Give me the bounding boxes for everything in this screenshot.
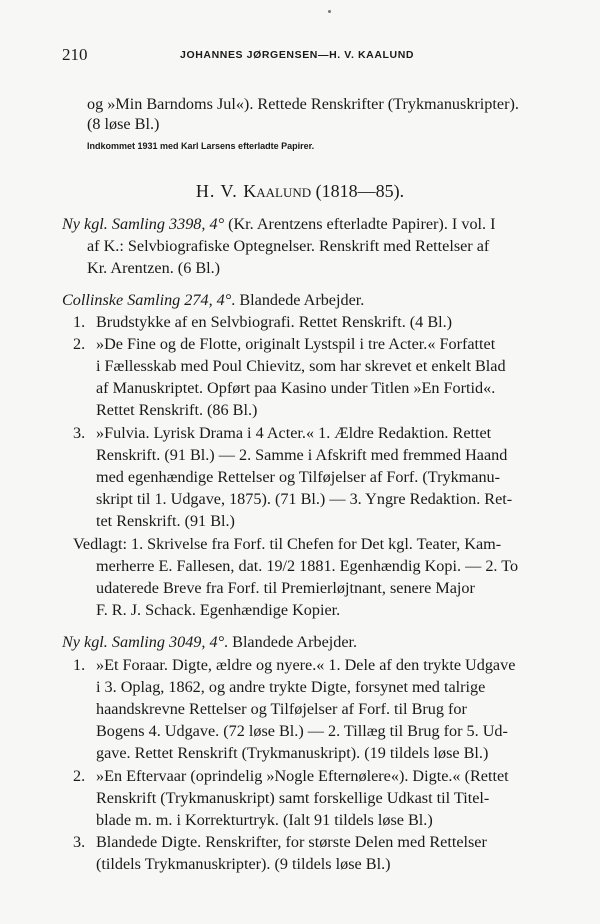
vedlagt-line: Vedlagt: 1. Skrivelse fra Forf. til Chefen for Det kgl. Teater, Kam- xyxy=(73,535,502,553)
ny3049-heading xyxy=(62,633,357,652)
ny3398-reference: Ny kgl. Samling 3398, 4° xyxy=(62,215,225,233)
ny3049-item-2-line: »En Eftervaar (oprindelig »Nogle Efternølere«). Digte.« (Rettet xyxy=(96,767,509,785)
collinske-item-1-num: 1. xyxy=(73,313,86,331)
collinske-item-3-line: tet Renskrift. (91 Bl.) xyxy=(96,512,235,530)
vedlagt-line: F. R. J. Schack. Egenhændige Kopier. xyxy=(96,601,341,619)
section-title: H. V. Kaalund (1818—85). xyxy=(195,181,405,201)
ny3049-item-2-num: 2. xyxy=(73,767,86,785)
running-header xyxy=(62,45,572,67)
ny3049-item-1-line: »Et Foraar. Digte, ældre og nyere.« 1. Dele af den trykte Udgave xyxy=(96,656,516,674)
ny3398-line-3: Kr. Arentzen. (6 Bl.) xyxy=(87,259,221,277)
ny3049-reference: Ny kgl. Samling 3049, 4° xyxy=(62,633,225,651)
collinske-item-3-line: med egenhændige Rettelser og Tilføjelser af Forf. (Trykmanu- xyxy=(96,468,501,486)
ny3049-item-2-line: Renskrift (Trykmanuskript) samt forskellige Udkast til Titel- xyxy=(96,789,490,807)
ny3049-item-1-line: haandskrevne Rettelser og Tilføjelser af Forf. til Brug for xyxy=(96,700,467,718)
ny3049-heading-rest: . Blandede Arbejder. xyxy=(224,633,358,651)
intro-line-2: (8 løse Bl.) xyxy=(87,115,160,133)
ny3049-item-3-line: (tildels Trykmanuskripter). (9 tildels løse Bl.) xyxy=(96,855,391,873)
ny3398-line-1 xyxy=(62,215,496,234)
ny3049-item-1-line: Bogens 4. Udgave. (72 løse Bl.) — 2. Tillæg til Brug for 5. Ud- xyxy=(96,722,508,740)
provenance-note: Indkommet 1931 med Karl Larsens efterladte Papirer. xyxy=(87,141,315,151)
collinske-item-2-line: Rettet Renskrift. (86 Bl.) xyxy=(96,401,258,419)
running-title: JOHANNES JØRGENSEN—H. V. KAALUND xyxy=(180,49,415,61)
ny3398-line-2: af K.: Selvbiografiske Optegnelser. Renskrift med Rettelser af xyxy=(87,237,490,255)
ny3049-item-1-line: i 3. Oplag, 1862, og andre trykte Digte, forsynet med talrige xyxy=(96,678,486,696)
collinske-reference: Collinske Samling 274, 4° xyxy=(62,291,232,309)
vedlagt-line: udaterede Breve fra Forf. til Premierløjtnant, senere Major xyxy=(96,579,475,597)
author-dates: (1818—85). xyxy=(315,181,405,201)
ny3049-item-3-line: Blandede Digte. Renskrifter, for største Delen med Rettelser xyxy=(96,833,487,851)
collinske-item-3-line: skript til 1. Udgave, 1875). (71 Bl.) — 3. Yngre Redaktion. Ret- xyxy=(96,490,513,508)
vedlagt-line: merherre E. Fallesen, dat. 19/2 1881. Egenhændig Kopi. — 2. To xyxy=(96,557,519,575)
collinske-heading xyxy=(62,291,364,310)
collinske-heading-rest: . Blandede Arbejder. xyxy=(231,291,365,309)
ny3398-line-1-rest: (Kr. Arentzens efterladte Papirer). I vol. I xyxy=(224,215,496,233)
ny3049-item-3-num: 3. xyxy=(73,833,86,851)
page-number: 210 xyxy=(62,45,88,64)
author-name: Kaalund xyxy=(243,181,312,201)
collinske-item-2-line: af Manuskriptet. Opført paa Kasino under Titlen »En Fortid«. xyxy=(96,379,496,397)
collinske-item-1-line: Brudstykke af en Selvbiografi. Rettet Renskrift. (4 Bl.) xyxy=(96,313,453,331)
collinske-item-2-line: i Fællesskab med Poul Chievitz, som har skrevet et enkelt Blad xyxy=(96,357,506,375)
paper-speck xyxy=(328,10,331,13)
ny3049-item-1-num: 1. xyxy=(73,656,86,674)
intro-line-1: og »Min Barndoms Jul«). Rettede Renskrifter (Trykmanuskripter). xyxy=(87,95,519,113)
ny3049-item-1-line: gave. Rettet Renskrift (Trykmanuskript). (19 tildels løse Bl.) xyxy=(96,744,489,762)
collinske-item-3-num: 3. xyxy=(73,424,86,442)
collinske-item-3-line: »Fulvia. Lyrisk Drama i 4 Acter.« 1. Ældre Redaktion. Rettet xyxy=(96,424,492,442)
collinske-item-2-line: »De Fine og de Flotte, originalt Lystspil i tre Acter.« Forfattet xyxy=(96,335,496,353)
collinske-item-2-num: 2. xyxy=(73,335,86,353)
collinske-item-3-line: Renskrift. (91 Bl.) — 2. Samme i Afskrift med fremmed Haand xyxy=(96,446,508,464)
ny3049-item-2-line: blade m. m. i Korrekturtryk. (Ialt 91 tildels løse Bl.) xyxy=(96,811,433,829)
